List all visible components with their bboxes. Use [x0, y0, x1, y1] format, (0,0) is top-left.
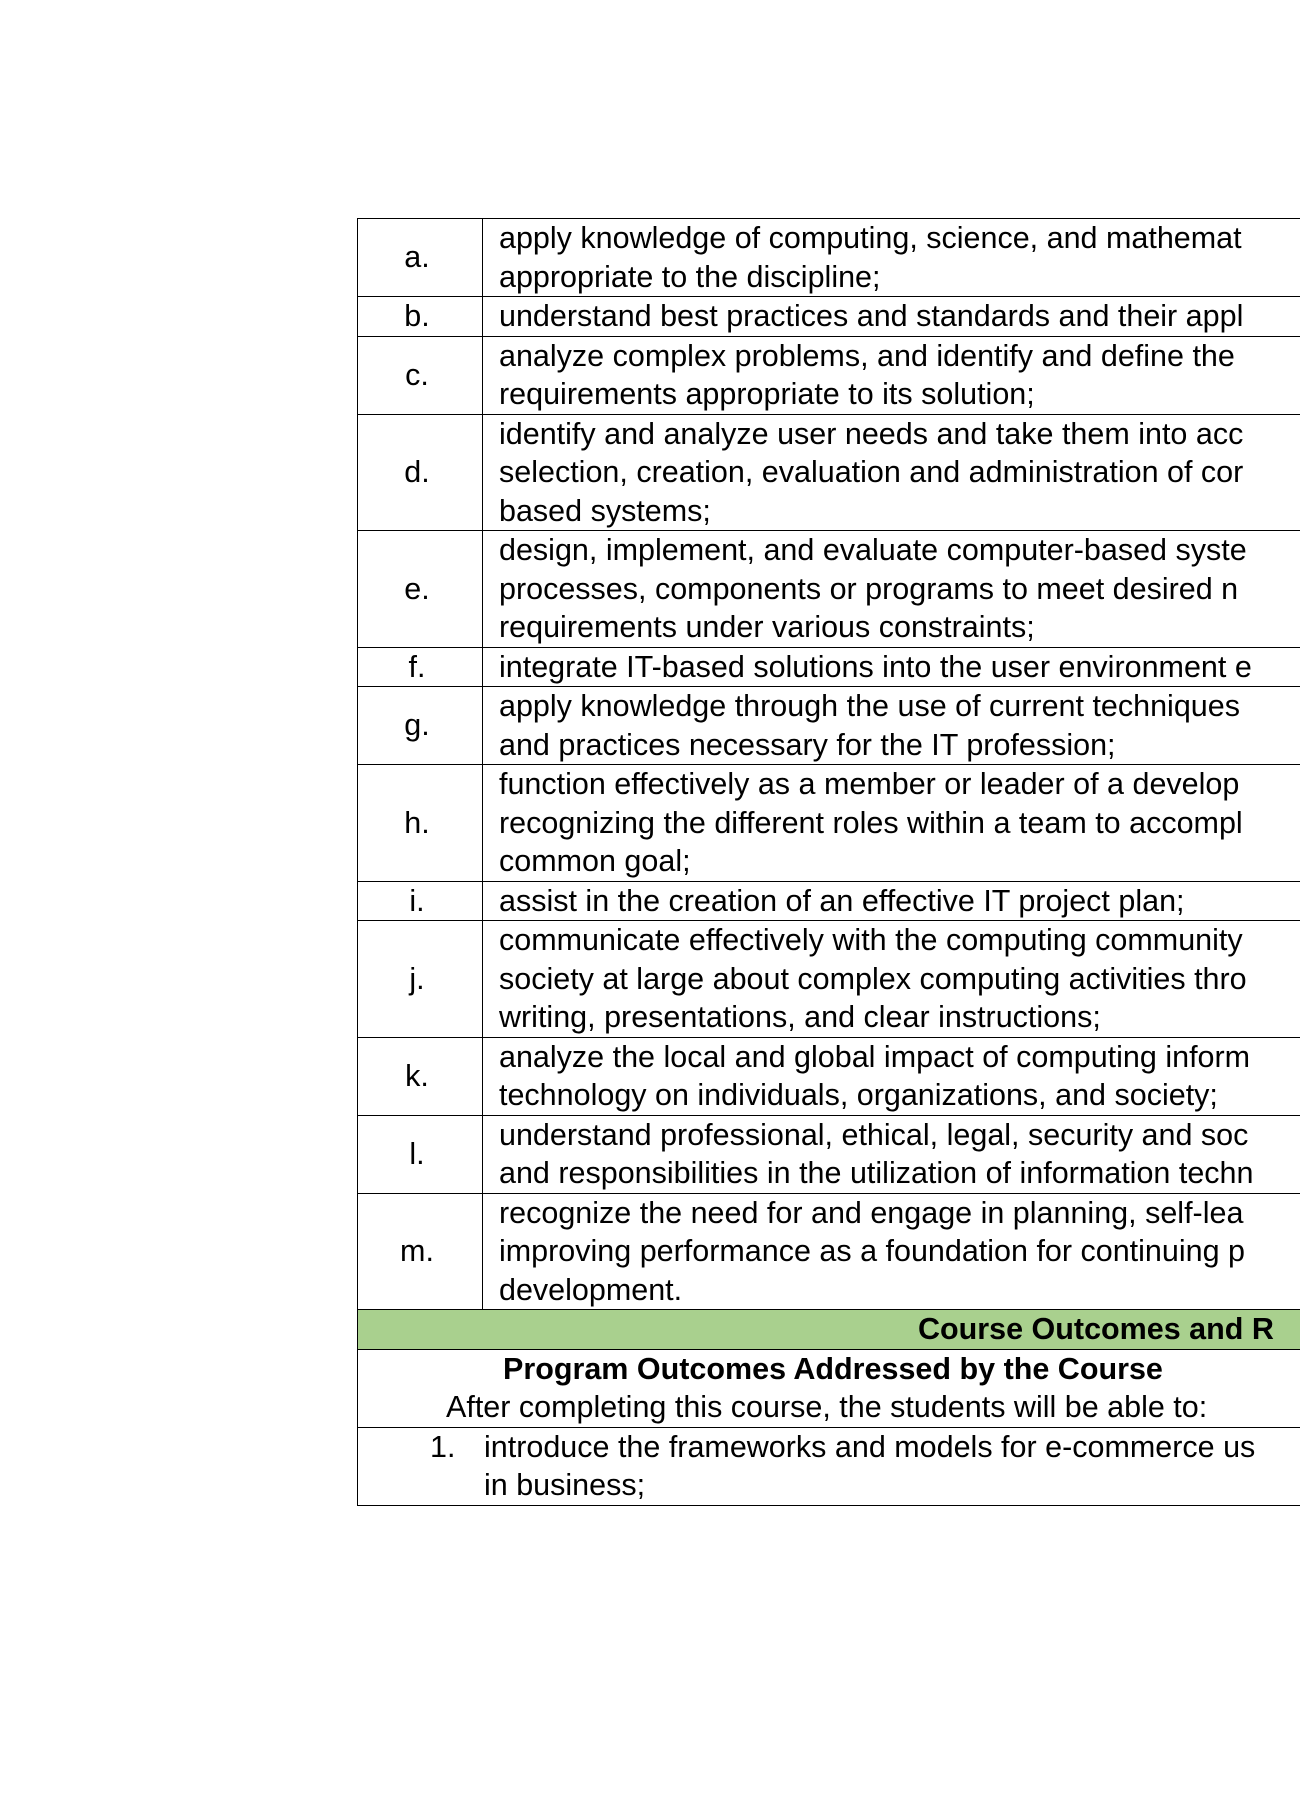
outcome-description-line: communicate effectively with the computing community — [499, 923, 1243, 957]
outcomes-table — [357, 218, 1300, 1506]
outcome-description-line: improving performance as a foundation for continuing p — [499, 1234, 1245, 1268]
outcome-description — [483, 921, 1300, 1038]
outcome-letter: b. — [358, 297, 483, 337]
outcome-description-line: processes, components or programs to meet desired n — [499, 571, 1239, 606]
outcome-description — [483, 647, 1300, 687]
outcome-description-line: apply knowledge through the use of current techniques — [499, 689, 1240, 723]
course-outcome-row — [358, 1427, 1300, 1505]
section-header-text: Course Outcomes and R — [918, 1312, 1274, 1346]
outcome-description — [483, 414, 1300, 531]
course-outcome-line: introduce the frameworks and models for e-commerce us — [484, 1429, 1256, 1464]
outcome-letter: h. — [358, 765, 483, 882]
outcome-description-line: understand professional, ethical, legal, security and soc — [499, 1117, 1249, 1152]
course-heading-title: Program Outcomes Addressed by the Course — [503, 1351, 1163, 1386]
course-outcomes-body — [358, 1427, 1300, 1505]
outcome-letter: k. — [358, 1037, 483, 1115]
outcome-description-line: requirements appropriate to its solution; — [499, 377, 1035, 411]
outcome-description — [483, 1193, 1300, 1310]
outcome-description — [483, 336, 1300, 414]
program-outcome-row — [358, 647, 1300, 687]
outcome-description-line: and practices necessary for the IT profession; — [499, 727, 1116, 762]
outcome-letter: g. — [358, 687, 483, 765]
outcome-description-line: selection, creation, evaluation and administration of cor — [499, 455, 1244, 489]
outcome-description-line: apply knowledge of computing, science, and mathemat — [499, 221, 1242, 255]
outcome-description — [483, 297, 1300, 337]
outcome-description-line: integrate IT-based solutions into the user environment e — [499, 649, 1252, 684]
outcome-description — [483, 881, 1300, 921]
course-heading-row — [358, 1349, 1300, 1427]
outcome-letter: l. — [358, 1115, 483, 1193]
outcome-description-line: identify and analyze user needs and take them into acc — [499, 416, 1244, 451]
outcome-description-line: common goal; — [499, 844, 691, 878]
outcome-description-line: society at large about complex computing activities thro — [499, 961, 1247, 996]
outcome-description-line: function effectively as a member or leader of a develop — [499, 767, 1240, 801]
outcome-description-line: writing, presentations, and clear instructions; — [499, 1000, 1101, 1034]
course-outcome-number: 1. — [430, 1429, 456, 1464]
outcome-letter: c. — [358, 336, 483, 414]
outcome-letter: a. — [358, 219, 483, 297]
outcome-description-line: technology on individuals, organizations, and society; — [499, 1078, 1218, 1112]
course-heading-subtitle: After completing this course, the students will be able to: — [446, 1390, 1208, 1424]
outcome-description-line: based systems; — [499, 493, 711, 528]
section-header-cell — [358, 1310, 1300, 1350]
program-outcome-row — [358, 1193, 1300, 1310]
outcome-description-line: recognize the need for and engage in planning, self-lea — [499, 1195, 1244, 1230]
program-outcome-row — [358, 336, 1300, 414]
program-outcome-row — [358, 219, 1300, 297]
outcome-letter: j. — [358, 921, 483, 1038]
program-outcome-row — [358, 921, 1300, 1038]
outcome-description-line: analyze the local and global impact of computing inform — [499, 1039, 1251, 1074]
outcome-description — [483, 687, 1300, 765]
outcome-letter: m. — [358, 1193, 483, 1310]
outcome-description — [483, 765, 1300, 882]
outcome-letter: e. — [358, 531, 483, 648]
outcome-description — [483, 1037, 1300, 1115]
outcome-description-line: assist in the creation of an effective IT project plan; — [499, 883, 1185, 918]
outcome-description — [483, 531, 1300, 648]
outcome-description-line: design, implement, and evaluate computer-based syste — [499, 533, 1247, 567]
outcome-description-line: understand best practices and standards and their appl — [499, 299, 1244, 333]
outcome-letter: d. — [358, 414, 483, 531]
outcome-description-line: and responsibilities in the utilization of information techn — [499, 1156, 1254, 1190]
program-outcome-row — [358, 297, 1300, 337]
program-outcomes-body — [358, 219, 1300, 1310]
program-outcome-row — [358, 1037, 1300, 1115]
outcome-description-line: requirements under various constraints; — [499, 610, 1035, 644]
outcome-description-line: analyze complex problems, and identify and define the — [499, 338, 1235, 373]
program-outcome-row — [358, 687, 1300, 765]
program-outcome-row — [358, 1115, 1300, 1193]
course-outcome-line: in business; — [484, 1468, 646, 1502]
outcome-letter: f. — [358, 647, 483, 687]
outcome-description-line: appropriate to the discipline; — [499, 259, 881, 294]
course-outcome-item — [358, 1428, 1300, 1505]
outcome-description — [483, 1115, 1300, 1193]
outcome-description — [483, 219, 1300, 297]
course-heading-cell — [358, 1349, 1300, 1427]
outcome-letter: i. — [358, 881, 483, 921]
program-outcome-row — [358, 765, 1300, 882]
course-outcome-cell — [358, 1427, 1300, 1505]
outcome-description-line: development. — [499, 1272, 683, 1307]
section-header-row — [358, 1310, 1300, 1350]
program-outcome-row — [358, 881, 1300, 921]
program-outcome-row — [358, 414, 1300, 531]
outcome-description-line: recognizing the different roles within a team to accompl — [499, 805, 1243, 840]
program-outcome-row — [358, 531, 1300, 648]
course-outcome-text — [358, 1428, 1300, 1505]
